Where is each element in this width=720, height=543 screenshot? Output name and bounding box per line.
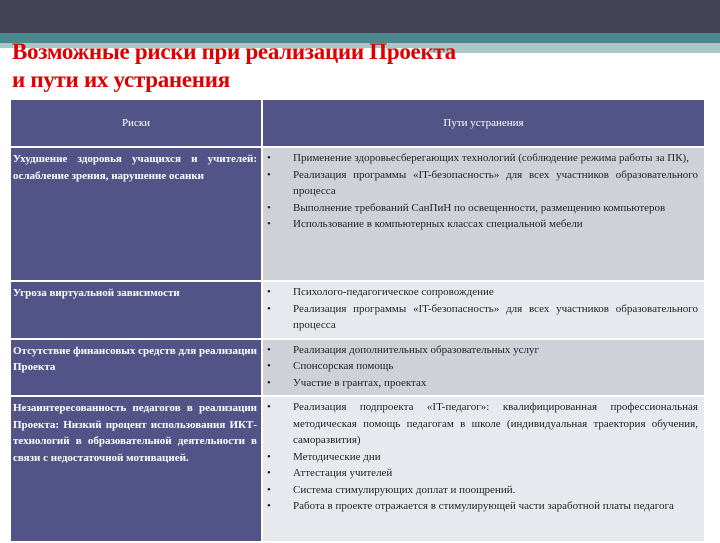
- table-row: [10, 147, 705, 281]
- list-item: • Применение здоровьесберегающих технологий (соблюдение режима работы за ПК),: [293, 150, 698, 167]
- table-row: [10, 281, 705, 339]
- title-line-2: и пути их устранения: [12, 67, 230, 92]
- risk-cell: Ухудшение здоровья учащихся и учителей: ослабление зрения, нарушение осанки: [10, 147, 262, 281]
- risk-cell: Отсутствие финансовых средств для реализации Проекта: [10, 339, 262, 397]
- slide-title: [12, 38, 456, 94]
- header-ways: Пути устранения: [262, 99, 705, 147]
- header-risks: Риски: [10, 99, 262, 147]
- list-item: • Реализация программы «IT-безопасность» для всех участников образовательного процесса: [293, 301, 698, 334]
- ways-cell: [262, 339, 705, 397]
- ways-cell: [262, 281, 705, 339]
- list-item: • Выполнение требований СанПиН по освещенности, размещению компьютеров: [293, 200, 698, 217]
- risk-cell: Незаинтересованность педагогов в реализации Проекта: Низкий процент использования ИКТ-технологий в образовательной деятельности в связи с недостаточной мотивацией.: [10, 396, 262, 542]
- list-item: • Реализация программы «IT-безопасность» для всех участников образовательного процесса: [293, 167, 698, 200]
- header-row: [10, 99, 705, 147]
- title-line-1: Возможные риски при реализации Проекта: [12, 39, 456, 64]
- list-item: • Психолого-педагогическое сопровождение: [293, 284, 698, 301]
- decor-stripe: [430, 43, 720, 53]
- list-item: • Система стимулирующих доплат и поощрений.: [293, 482, 698, 499]
- ways-cell: [262, 396, 705, 542]
- list-item: • Аттестация учителей: [293, 465, 698, 482]
- list-item: • Спонсорская помощь: [293, 358, 698, 375]
- risks-table: [9, 98, 706, 543]
- list-item: • Реализация дополнительных образовательных услуг: [293, 342, 698, 359]
- list-item: • Использование в компьютерных классах специальной мебели: [293, 216, 698, 233]
- top-bar: [0, 0, 720, 33]
- list-item: • Работа в проекте отражается в стимулирующей части заработной платы педагога: [293, 498, 698, 515]
- list-item: • Методические дни: [293, 449, 698, 466]
- list-item: • Реализация подпроекта «IT-педагог»: квалифицированная профессиональная методическая помощь педагогам в школе (индивидуальная траектория обучения, саморазвития): [293, 399, 698, 449]
- table-row: [10, 339, 705, 397]
- ways-cell: [262, 147, 705, 281]
- table-row: [10, 396, 705, 542]
- list-item: • Участие в грантах, проектах: [293, 375, 698, 392]
- decor-stripe: [430, 53, 670, 56]
- risk-cell: Угроза виртуальной зависимости: [10, 281, 262, 339]
